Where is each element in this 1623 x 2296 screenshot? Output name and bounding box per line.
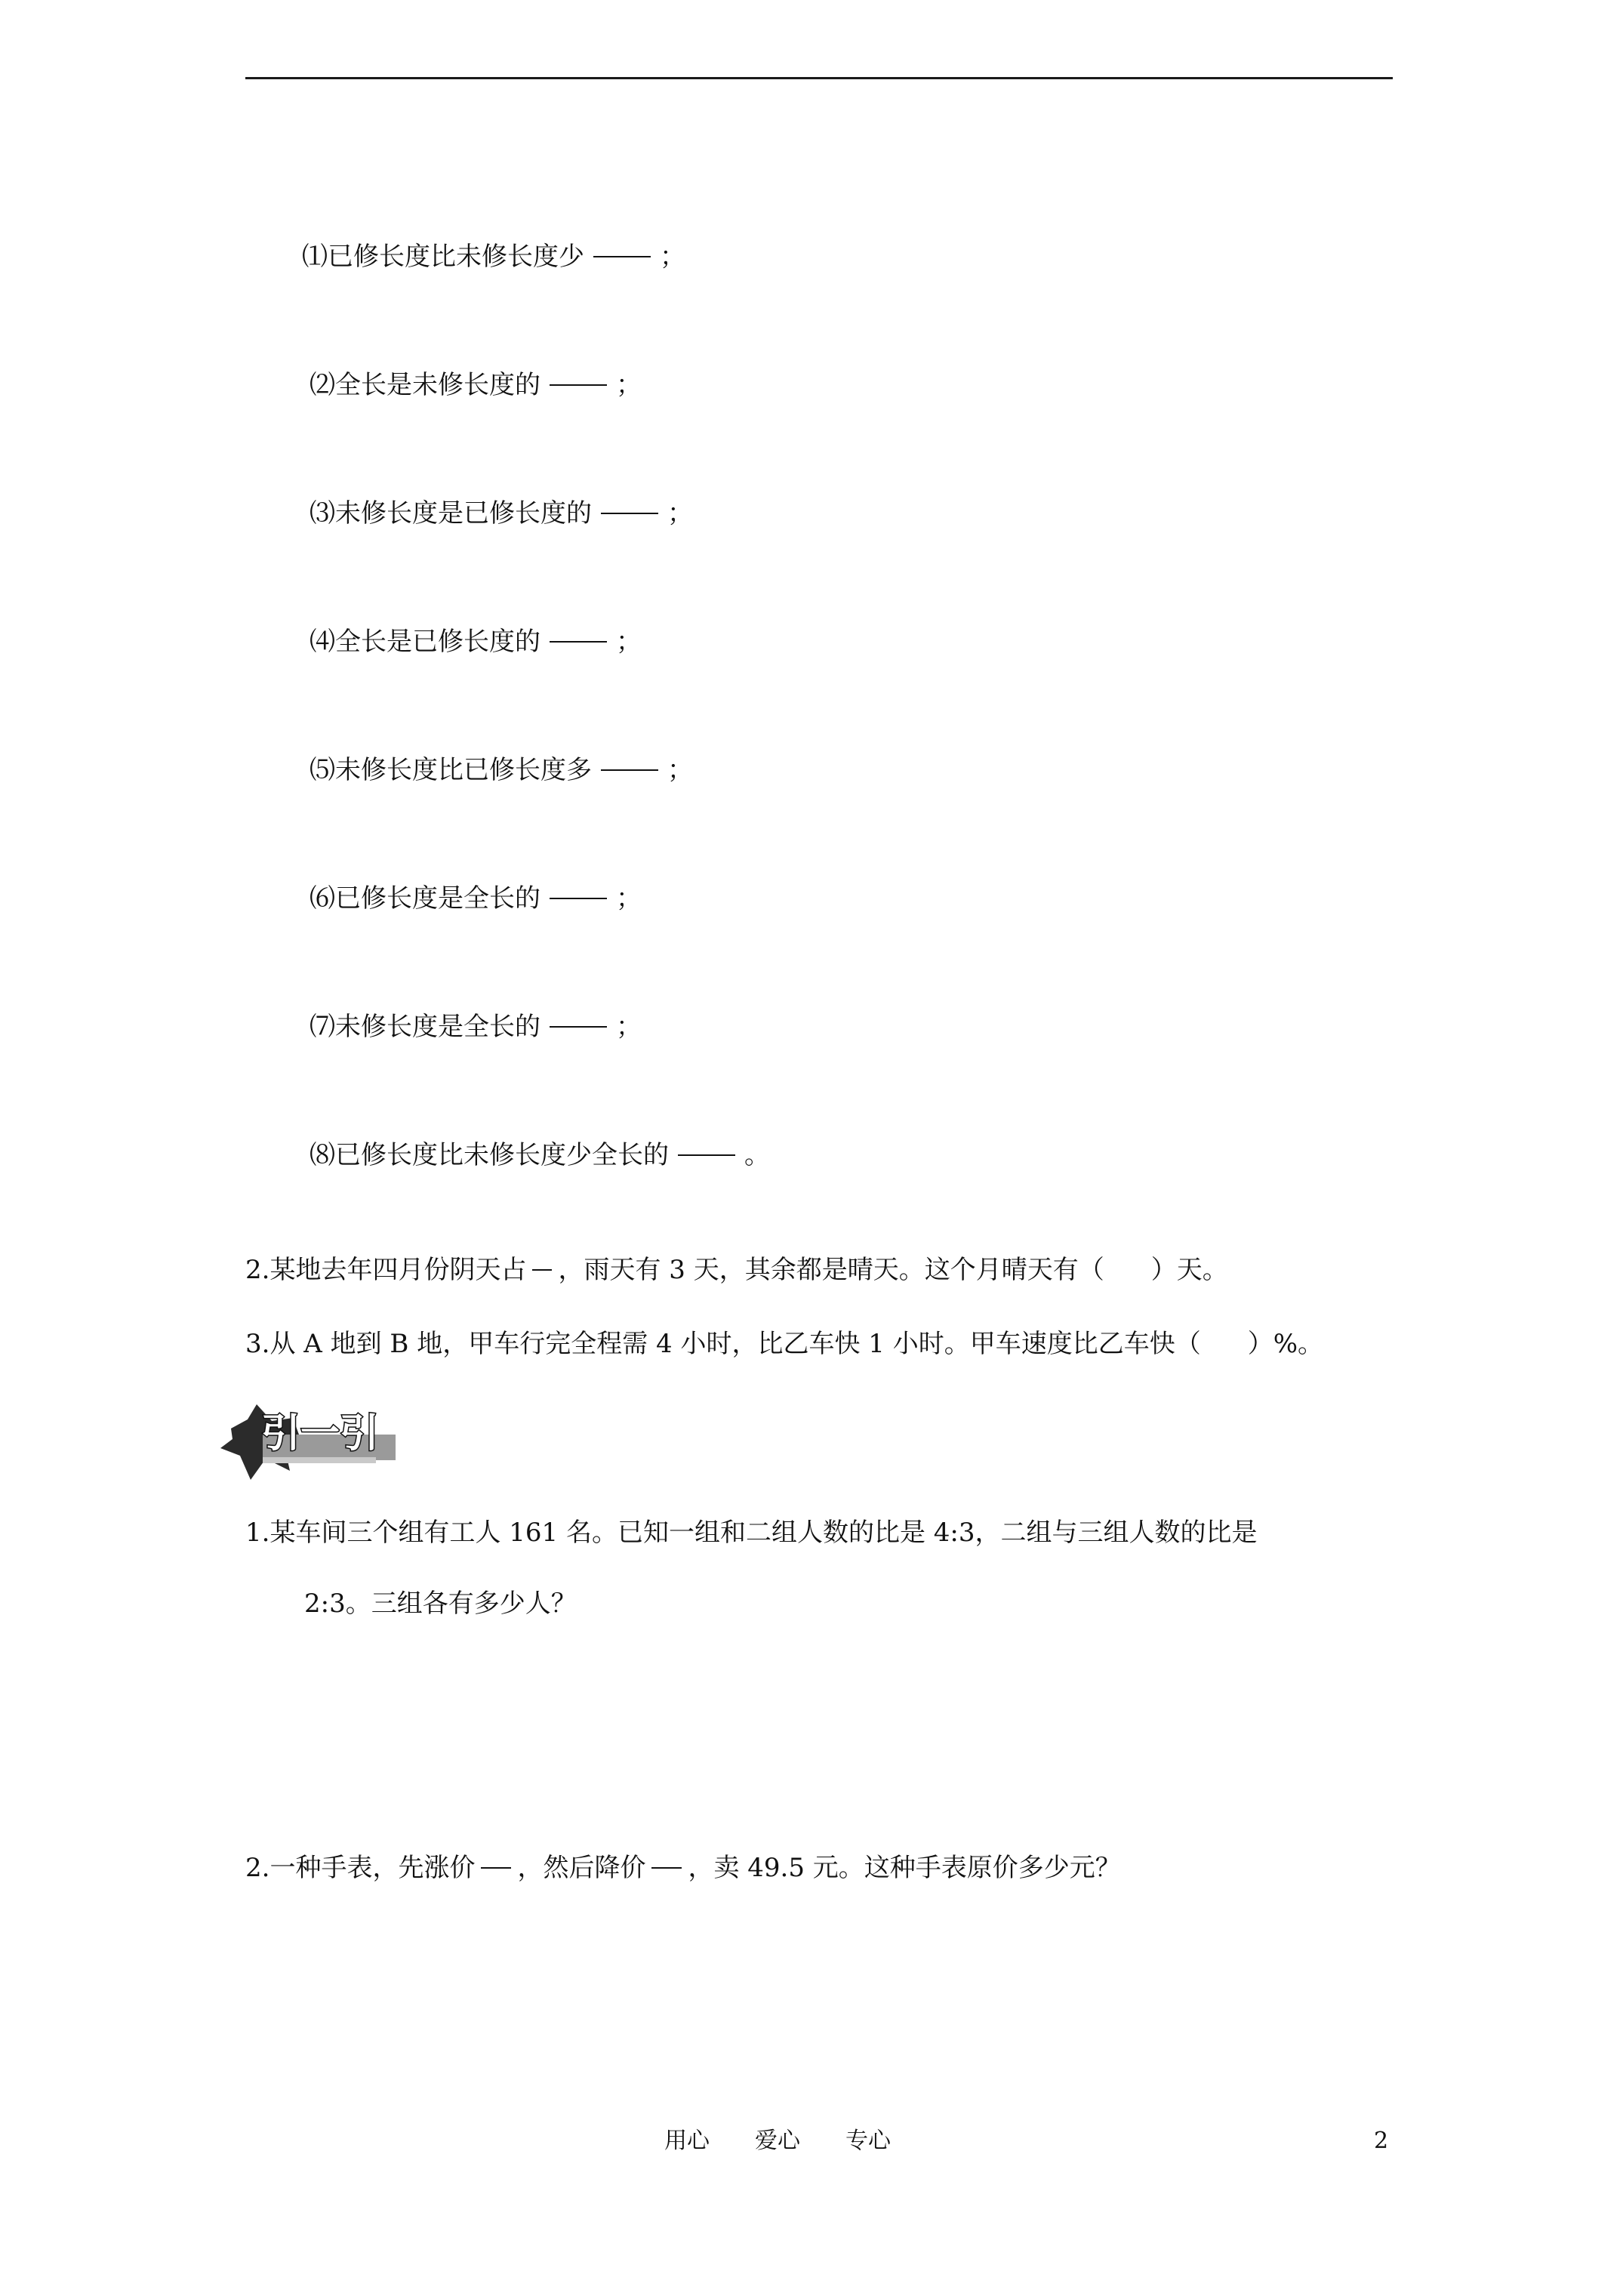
- fill-item-8: ⑻已修长度比未修长度少全长的 。: [310, 1140, 770, 1170]
- fill-item-4: ⑷全长是已修长度的 ；: [310, 627, 642, 657]
- answer-blank: [550, 1026, 607, 1028]
- answer-blank: [601, 769, 658, 771]
- question-3: 3.从 A 地到 B 地，甲车行完全程需 4 小时，比乙车快 1 小时。甲车速度比乙车快（ ）%。: [245, 1329, 1324, 1359]
- fill-item-1: ⑴已修长度比未修长度少 ；: [302, 242, 685, 272]
- fraction-placeholder: [481, 1867, 511, 1869]
- header-rule: [245, 77, 1393, 79]
- answer-blank: [550, 641, 607, 643]
- fill-item-6: ⑹已修长度是全长的 ；: [310, 883, 642, 914]
- footer-motto: 用心 爱心 专心: [664, 2128, 891, 2154]
- section-banner: [217, 1398, 399, 1487]
- banner-graphic: [217, 1398, 399, 1487]
- fill-item-2: ⑵全长是未修长度的 ；: [310, 370, 642, 400]
- answer-blank: [601, 513, 658, 514]
- fill-item-7: ⑺未修长度是全长的 ；: [310, 1012, 642, 1042]
- page-number: 2: [1374, 2128, 1389, 2154]
- answer-blank: [550, 384, 607, 386]
- answer-blank: [550, 898, 607, 899]
- question-2: 2.某地去年四月份阴天占 ，雨天有 3 天，其余都是晴天。这个月晴天有（ ）天。: [245, 1255, 1228, 1285]
- problem-1-line-2: 2:3。三组各有多少人？: [304, 1589, 577, 1619]
- fill-item-3: ⑶未修长度是已修长度的 ；: [310, 498, 693, 529]
- banner-light-bar: [263, 1457, 376, 1463]
- fraction-placeholder: [651, 1867, 682, 1869]
- answer-blank: [678, 1154, 735, 1156]
- fill-item-5: ⑸未修长度比已修长度多 ；: [310, 755, 693, 785]
- problem-1-line-1: 1.某车间三个组有工人 161 名。已知一组和二组人数的比是 4:3，二组与三组人数的比是: [245, 1518, 1258, 1548]
- fraction-placeholder: [532, 1269, 552, 1271]
- problem-2: 2.一种手表，先涨价 ，然后降价 ，卖 49.5 元。这种手表原价多少元？: [245, 1853, 1121, 1883]
- banner-title: 引一引: [261, 1411, 380, 1456]
- answer-blank: [593, 256, 651, 257]
